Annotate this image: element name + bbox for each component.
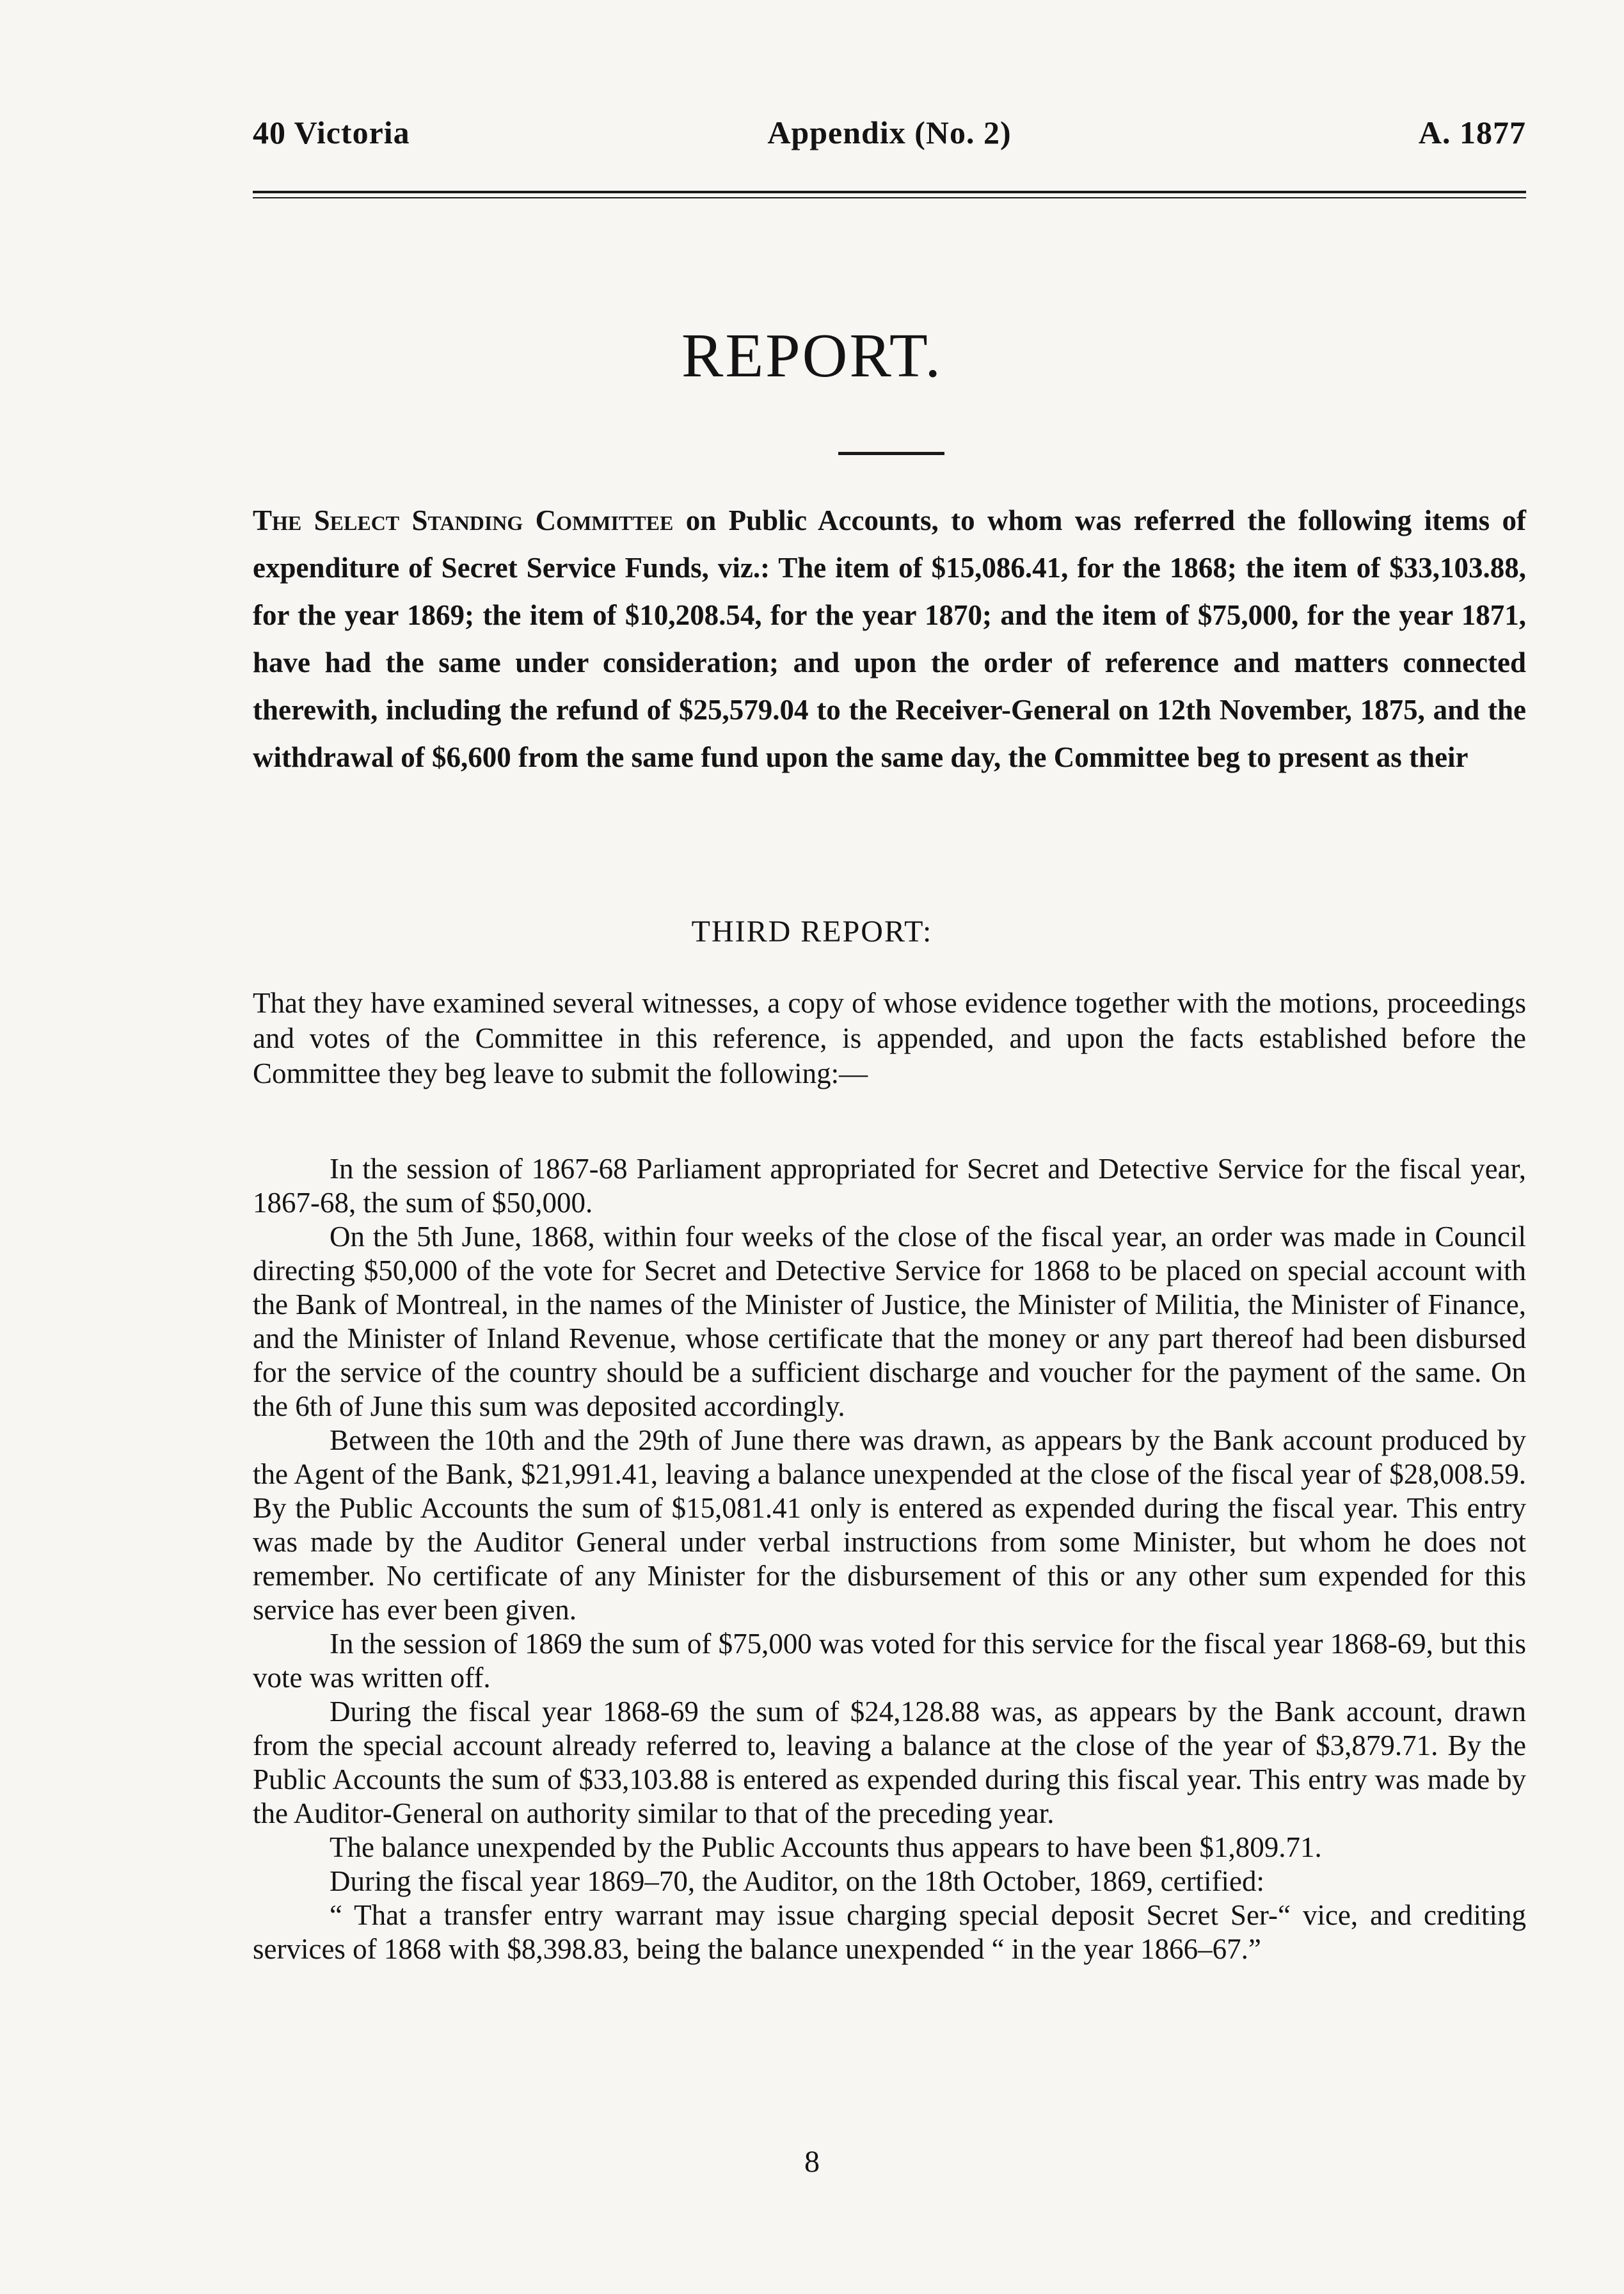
body-paragraph: Between the 10th and the 29th of June there was drawn, as appears by the Bank account produced by the Agent of the Bank, $21,991.41, leaving a balance unexpended at the close of the fiscal year of $28,008.59. By the Public Accounts the sum of $15,081.41 only is entered as expended during the fiscal year. This entry was made by the Auditor General under verbal instructions from some Minister, but whom he does not remember. No certificate of any Minister for the disbursement of this or any other sum expended for this service has ever been given. [253,1424,1526,1626]
title-rule [838,452,944,455]
body-paragraph: In the session of 1867-68 Parliament appropriated for Secret and Detective Service for the fiscal year, 1867-68, the sum of $50,000. [253,1153,1526,1219]
header-left: 40 Victoria [253,115,410,150]
body-paragraph: During the fiscal year 1869–70, the Auditor, on the 18th October, 1869, certified: [330,1865,1265,1897]
body-paragraph: The balance unexpended by the Public Accounts thus appears to have been $1,809.71. [330,1831,1322,1863]
intro-text: on Public Accounts, to whom was referred the following items of expenditure of Secret Service Funds, viz.: The item of $15,086.41, for the 1868; the item of $33,103.88, for the year 1869; the item of $10,208.54, for the year 1870; and the item of $75,000, for the year 1871, have had the same under consideration; and upon the order of reference and matters connected therewith, including the refund of $25,579.04 to the Receiver-General on 12th November, 1875, and the withdrawal of $6,600 from the same fund upon the same day, the Committee beg to present as their [253,504,1526,773]
section-heading: THIRD REPORT: [691,915,933,949]
page-number: 8 [804,2145,820,2179]
lead-paragraph: That they have examined several witnesses, a copy of whose evidence together with the motions, proceedings and votes of the Committee in this reference, is appended, and upon the facts established before the Committee they beg leave to submit the following:— [253,987,1526,1089]
report-body [253,1152,1526,1966]
page-title: REPORT. [681,321,943,390]
header-right: A. 1877 [1418,115,1526,150]
running-head [253,114,1526,159]
header-center: Appendix (No. 2) [767,115,1012,150]
body-paragraph: During the fiscal year 1868-69 the sum of $24,128.88 was, as appears by the Bank account, drawn from the special account already referred to, leaving a balance at the close of the year of $3,879.71. By the Public Accounts the sum of $33,103.88 is entered as expended during this fiscal year. This entry was made by the Auditor-General on authority similar to that of the preceding year. [253,1696,1526,1829]
body-paragraph: On the 5th June, 1868, within four weeks of the close of the fiscal year, an order was made in Council directing $50,000 of the vote for Secret and Detective Service for 1868 to be placed on special account with the Bank of Montreal, in the names of the Minister of Justice, the Minister of Militia, the Minister of Finance, and the Minister of Inland Revenue, whose certificate that the money or any part thereof had been disbursed for the service of the country should be a sufficient discharge and voucher for the payment of the same. On the 6th of June this sum was deposited accordingly. [253,1221,1526,1422]
quoted-certificate: “ That a transfer entry warrant may issue charging special deposit Secret Ser-“ vice, and crediting services of 1868 with $8,398.83, being the balance unexpended “ in the year 1866–67.” [253,1899,1526,1965]
body-paragraph: In the session of 1869 the sum of $75,000 was voted for this service for the fiscal year 1868-69, but this vote was written off. [253,1628,1526,1694]
header-double-rule [253,191,1526,198]
intro-paragraph [253,497,1526,781]
committee-name: The Select Standing Committee [253,504,674,536]
